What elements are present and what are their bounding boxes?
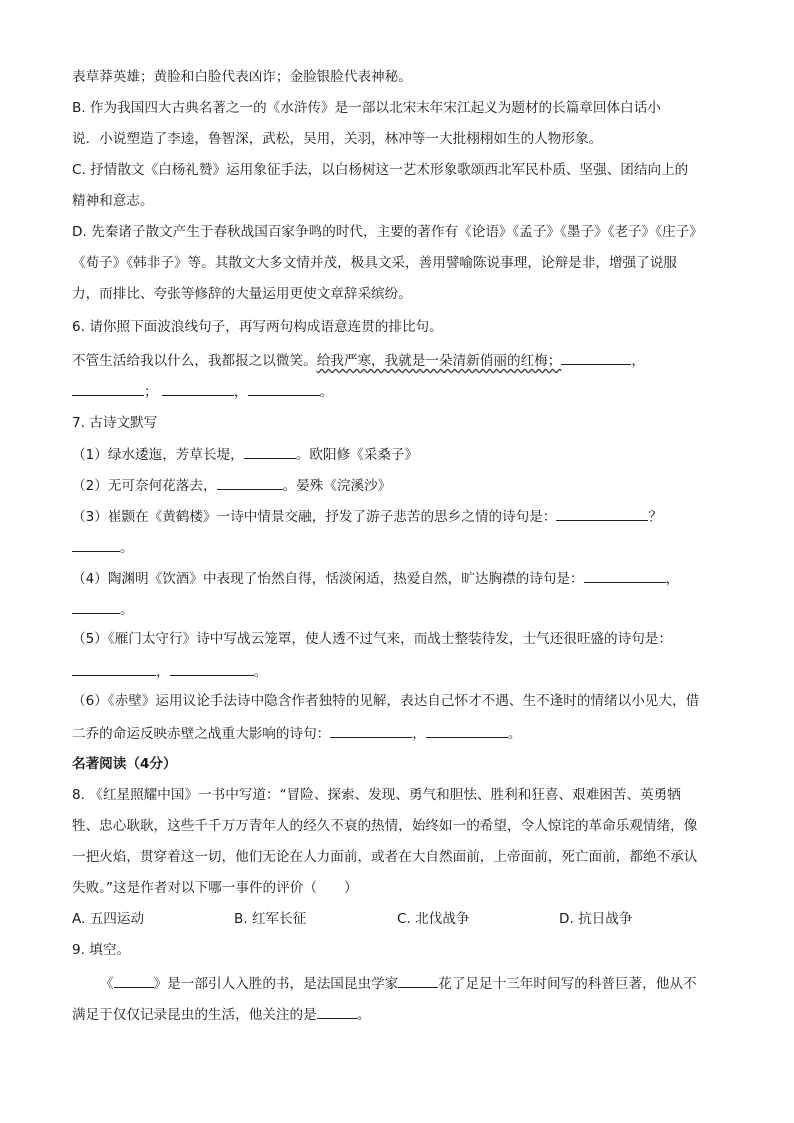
option-c-line1: C. 抒情散文《白杨礼赞》运用象征手法，以白杨树这一艺术形象歌颂西北军民朴质、坚强、团结向上的: [72, 162, 689, 178]
period: 。: [319, 384, 334, 400]
comma: ，: [156, 664, 170, 680]
section-heading: 名著阅读（4分）: [72, 756, 177, 772]
prompt-text: 花了足足十三年时间写的科普巨著，他从不: [438, 976, 697, 992]
prompt-text: （2）无可奈何花落去，: [72, 478, 217, 494]
answer-blank[interactable]: [72, 661, 156, 676]
prompt-text: （4）陶渊明《饮酒》中表现了怡然自得，恬淡闲适，热爱自然，旷达胸襟的诗句是：: [72, 571, 584, 587]
answer-blank[interactable]: [162, 381, 234, 396]
answer-blank[interactable]: [426, 723, 508, 738]
option-d[interactable]: D. 抗日战争: [559, 911, 633, 927]
answer-blank[interactable]: [584, 568, 666, 583]
option-b-line2: 说．小说塑造了李逵，鲁智深，武松，吴用，关羽，林冲等一大批栩栩如生的人物形象。: [72, 131, 603, 147]
prompt-text: 满足于仅仅记录昆虫的生活，他关注的是: [72, 1007, 317, 1023]
question-6-example: [72, 350, 722, 370]
answer-blank[interactable]: [72, 381, 144, 396]
question-7-5: （5）《雁门太守行》诗中写战云笼罩，使人透不过气来，而战士整装待发，士气还很旺盛的诗句是：: [72, 631, 672, 647]
answer-blank[interactable]: [330, 723, 412, 738]
prompt-text: （1）绿水逶迤，芳草长堤，: [72, 447, 244, 463]
question-6-prompt: 6. 请你照下面波浪线句子，再写两句构成语意连贯的排比句。: [72, 319, 443, 335]
question-8-line1: 8. 《红星照耀中国》一书中写道：“冒险、探索、发现、勇气和胆怯、胜利和狂喜、艰难困苦、英勇牺: [72, 787, 681, 803]
question-7-6: （6）《赤壁》运用议论手法诗中隐含作者独特的见解，表达自己怀才不遇、生不逢时的情绪以小见大，借: [72, 693, 700, 709]
option-d-line1: D. 先秦诸子散文产生于春秋战国百家争鸣的时代，主要的著作有《论语》《孟子》《墨子》《老子》《庄子》: [72, 224, 703, 240]
question-7-4: [72, 568, 722, 588]
question-8-line3: 一把火焰，贯穿着这一切，他们无论在人力面前，或者在大自然面前，上帝面前，死亡面前，都绝不承认: [72, 849, 698, 865]
period: 。: [253, 664, 268, 680]
question-7-2: [72, 475, 722, 495]
question-9-line2: [72, 1004, 722, 1024]
answer-blank[interactable]: [248, 381, 320, 396]
question-6-blanks: [72, 381, 722, 401]
answer-blank[interactable]: [317, 1004, 357, 1019]
option-b-line1: B. 作为我国四大古典名著之一的《水浒传》是一部以北宋末年宋江起义为题材的长篇章回体白话小: [72, 100, 661, 116]
answer-blank[interactable]: [114, 973, 154, 988]
question-mark: ？: [648, 509, 663, 525]
question-7-3: [72, 506, 722, 526]
option-c[interactable]: C. 北伐战争: [397, 911, 470, 927]
answer-blank[interactable]: [72, 599, 120, 614]
question-8-line4: 失败。”这是作者对以下哪一事件的评价（ ）: [72, 880, 358, 896]
comma: ，: [233, 384, 248, 400]
option-d-line2: 《荀子》《韩非子》等。其散文大多文情并茂，极具文采，善用譬喻陈说事理，论辩是非，增强了说服: [72, 255, 677, 271]
question-8-options: [72, 910, 722, 928]
answer-blank[interactable]: [556, 506, 648, 521]
source-text: 。欧阳修《采桑子》: [295, 447, 419, 463]
answer-blank[interactable]: [398, 973, 438, 988]
prompt-text: 》是一部引人入胜的书，是法国昆虫学家: [153, 976, 399, 992]
question-7-3-cont: [72, 537, 722, 557]
question-7-6-cont: [72, 723, 722, 743]
question-7-title: 7. 古诗文默写: [72, 415, 158, 431]
question-9-title: 9. 填空。: [72, 942, 131, 958]
semicolon: ；: [144, 384, 158, 400]
answer-blank[interactable]: [170, 661, 254, 676]
period: 。: [120, 602, 134, 618]
answer-blank[interactable]: [244, 444, 296, 459]
source-text: 。晏殊《浣溪沙》: [282, 478, 392, 494]
question-8-line2: 牲、忠心耿耿，这些千千万万青年人的经久不衰的热情，始终如一的希望，令人惊诧的革命乐观情绪，像: [72, 818, 698, 834]
answer-blank[interactable]: [72, 537, 120, 552]
example-plain: 不管生活给我以什么，我都报之以微笑。: [72, 353, 317, 369]
question-9-line1: [100, 973, 722, 993]
answer-blank[interactable]: [561, 350, 631, 365]
option-d-line3: 力，而排比、夸张等修辞的大量运用更使文章辞采缤纷。: [72, 286, 412, 302]
comma: ，: [412, 726, 426, 742]
option-a[interactable]: A. 五四运动: [72, 911, 145, 927]
period: 。: [120, 540, 134, 556]
prompt-text: （3）崔颢在《黄鹤楼》一诗中情景交融，抒发了游子悲苦的思乡之情的诗句是：: [72, 509, 557, 525]
comma: ，: [665, 571, 680, 587]
question-7-4-cont: [72, 599, 722, 619]
period: 。: [507, 726, 522, 742]
option-c-line2: 精神和意志。: [72, 193, 154, 209]
question-7-1: [72, 444, 722, 464]
text-line: 表草莽英雄；黄脸和白脸代表凶诈；金脸银脸代表神秘。: [72, 69, 412, 85]
period: 。: [356, 1007, 371, 1023]
book-bracket-open: 《: [100, 976, 114, 992]
prompt-text: 二乔的命运反映赤壁之战重大影响的诗句：: [72, 726, 331, 742]
example-wavy: 给我严寒，我就是一朵清新俏丽的红梅；: [316, 353, 562, 369]
answer-blank[interactable]: [217, 475, 283, 490]
question-7-5-cont: [72, 661, 722, 681]
comma: ，: [631, 353, 645, 369]
option-b[interactable]: B. 红军长征: [234, 911, 307, 927]
